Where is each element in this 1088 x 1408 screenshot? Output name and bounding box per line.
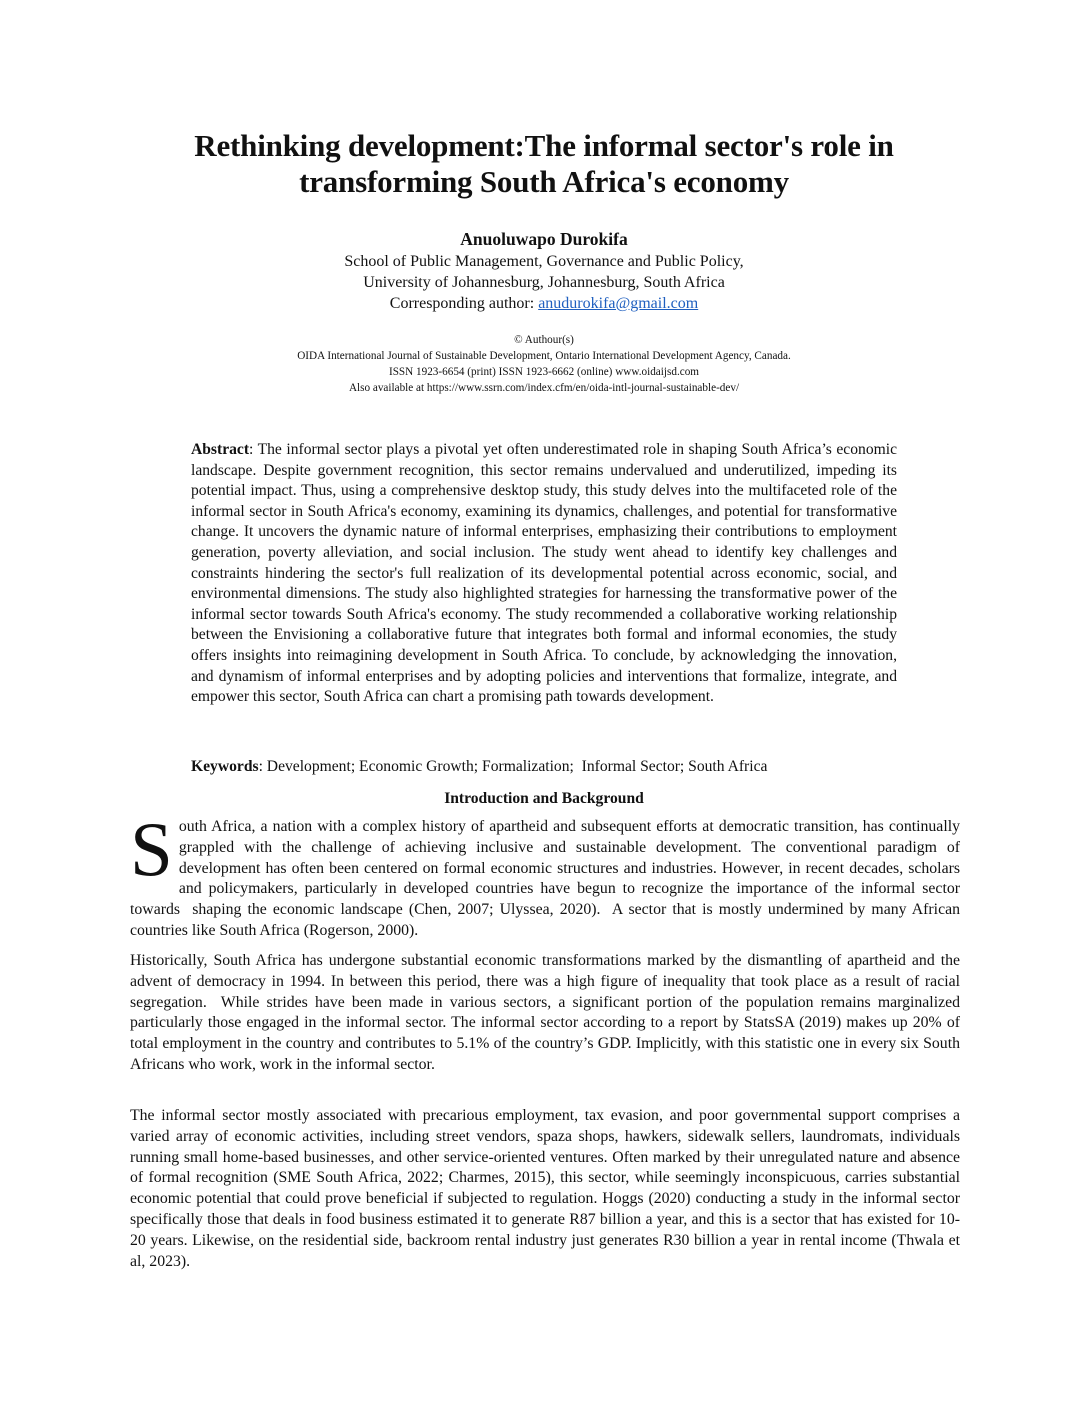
paragraph-text: outh Africa, a nation with a complex history of apartheid and subsequent efforts at democratic transition, has continually grappled with the challenge of achieving inclusive and sustainable development. The conventional paradigm of development has often been centered on formal economic structures and industries. However, in recent decades, scholars and policymakers, particularly in developed countries have begun to recognize the importance of the informal sector towards shaping the economic landscape (Chen, 2007; Ulyssea, 2020). A sector that is mostly undermined by many African countries like South Africa (Rogerson, 2000).	[130, 818, 964, 939]
keywords-text: : Development; Economic Growth; Formalization; Informal Sector; South Africa	[258, 758, 768, 775]
author-block	[200, 227, 888, 314]
abstract-text: : The informal sector plays a pivotal yet often underestimated role in shaping South Africa’s economic landscape. Despite government recognition, this sector remains undervalued and underutilized, impeding its potential impact. Thus, using a comprehensive desktop study, this study delves into the multifaceted role of the informal sector in South Africa's economy, examining its dynamics, challenges, and potential for transformative change. It uncovers the dynamic nature of informal enterprises, emphasizing their contributions to employment generation, poverty alleviation, and social inclusion. The study went ahead to identify key challenges and constraints hindering the sector's full realization of its developmental potential across economic, social, and environmental dimensions. The study also highlighted strategies for harnessing the transformative power of the informal sector towards South Africa's economy. The study recommended a collaborative working relationship between the Envisioning a collaborative future that integrates both formal and informal economies, the study offers insights into reimagining development in South Africa. To conclude, by acknowledging the innovation, and dynamism of informal enterprises and by adopting policies and interventions that formalize, integrate, and empower this sector, South Africa can chart a promising path towards development.	[191, 441, 897, 706]
author-name: Anuoluwapo Durokifa	[460, 229, 628, 249]
author-email-link[interactable]: anudurokifa@gmail.com	[538, 295, 699, 312]
author-affiliation-line1: School of Public Management, Governance and Public Policy,	[344, 253, 744, 270]
author-affiliation-line2: University of Johannesburg, Johannesburg, South Africa	[363, 274, 725, 291]
corresponding-author	[200, 293, 888, 314]
copyright-notice: © Authour(s)	[514, 334, 574, 346]
availability-line: Also available at https://www.ssrn.com/index.cfm/en/oida-intl-journal-sustainable-dev/	[348, 382, 740, 394]
intro-paragraph-2: Historically, South Africa has undergone substantial economic transformations marked by the dismantling of apartheid and the advent of democracy in 1994. In between this period, there was a high figure of inequality that took place as a result of racial segregation. While strides have been made in various sectors, a significant portion of the population remains marginalized particularly those engaged in the informal sector. The informal sector according to a report by StatsSA (2019) makes up 20% of total employment in the country and contributes to 5.1% of the country’s GDP. Implicitly, with this statistic one in every six South Africans who work, work in the informal sector.	[130, 952, 964, 1073]
issn-line: ISSN 1923-6654 (print) ISSN 1923-6662 (online) www.oidaijsd.com	[388, 366, 699, 378]
journal-name: OIDA International Journal of Sustainable Development, Ontario International Development Agency, Canada.	[297, 350, 791, 362]
journal-info	[160, 332, 928, 396]
abstract-label: Abstract	[191, 441, 250, 458]
abstract	[191, 440, 897, 708]
intro-paragraph-1	[130, 806, 964, 942]
paper-title: Rethinking development:The informal sector's role in transforming South Africa's economy	[194, 128, 894, 199]
keywords	[191, 757, 897, 777]
drop-cap: S	[130, 806, 173, 892]
keywords-label: Keywords	[191, 758, 259, 775]
corresponding-author-label: Corresponding author:	[389, 295, 539, 312]
intro-paragraph-3: The informal sector mostly associated with precarious employment, tax evasion, and poor governmental support comprises a varied array of economic activities, including street vendors, spaza shops, hawkers, sidewalk sellers, laundromats, individuals running small home-based businesses, and other service-oriented ventures. Often marked by their unregulated nature and absence of formal recognition (SME South Africa, 2022; Charmes, 2015), this sector, while seemingly inconspicuous, carries substantial economic potential that could prove beneficial if subjected to regulation. Hoggs (2020) conducting a study in the informal sector specifically those that deals in food business estimated it to generate R87 billion a year, and this is a sector that has existed for 10-20 years. Likewise, on the residential side, backroom rental industry just generates R30 billion a year in rental income (Thwala et al, 2023).	[130, 1107, 960, 1270]
section-heading: Introduction and Background	[444, 790, 644, 807]
